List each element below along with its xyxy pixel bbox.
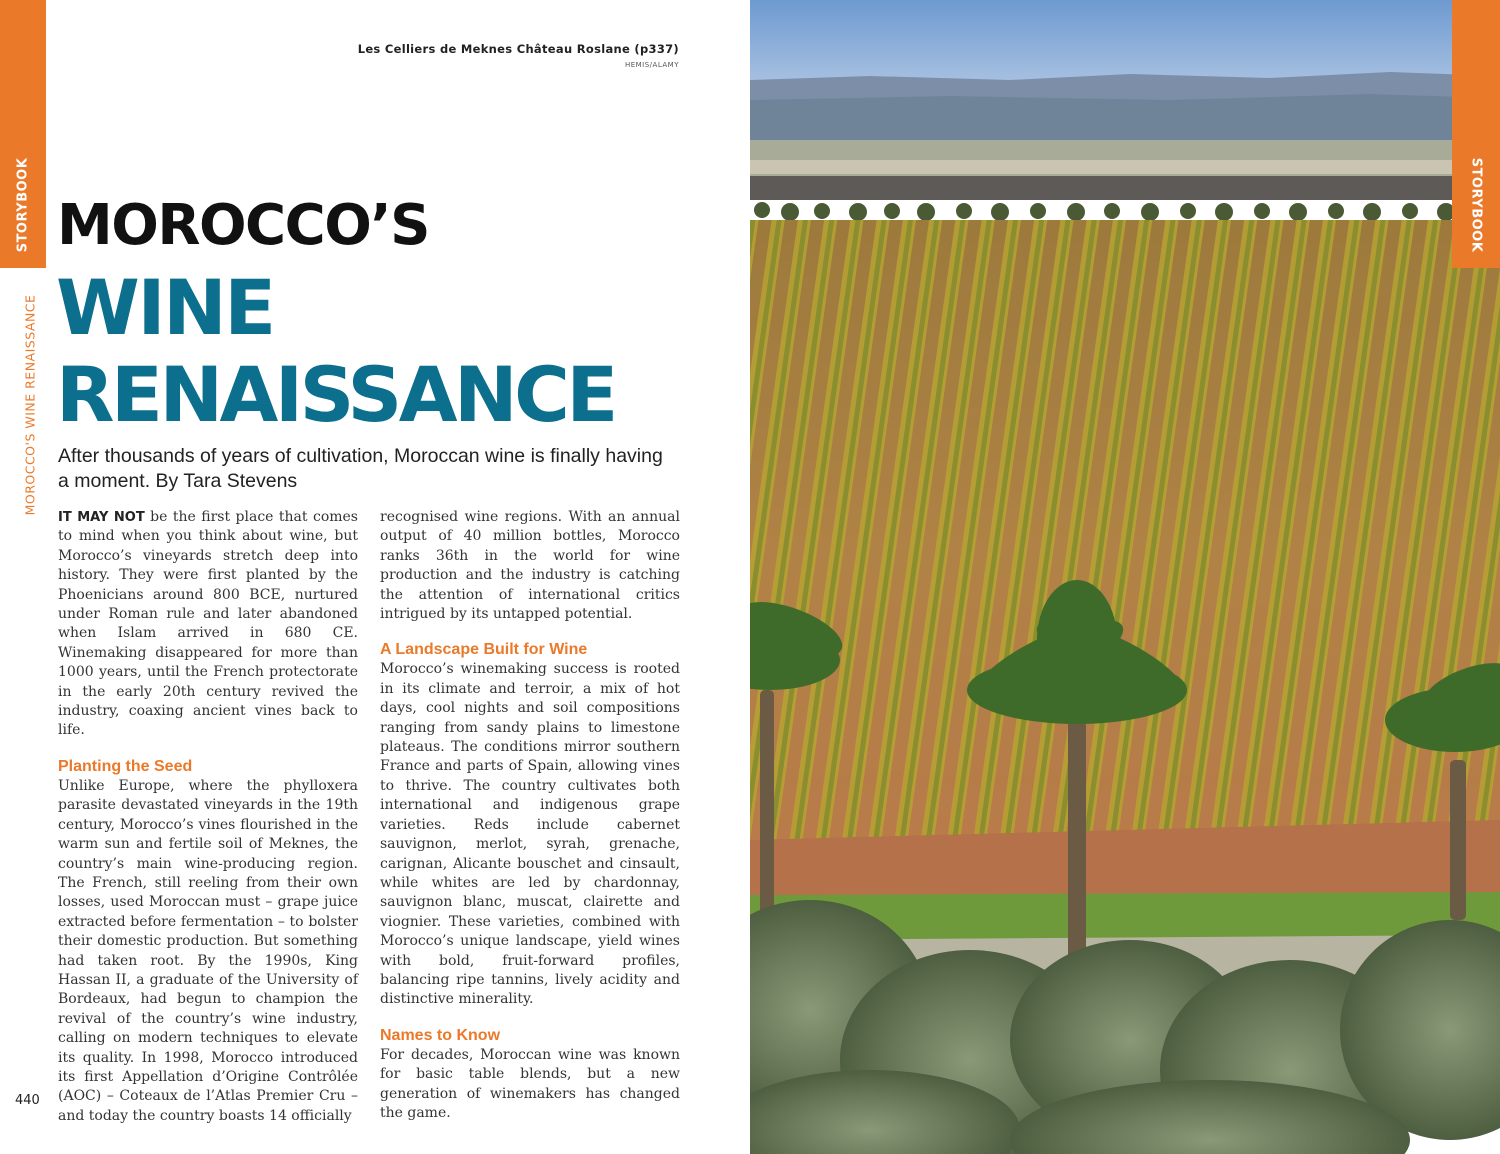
intro-text: be the first place that comes to mind when you think about wine, but Morocco’s vineyards stretch deep into history. They were first planted by the Phoenicians around 800 BCE, nurtured under Roman rule and later abandoned when Islam arrived in 680 CE. Winemaking disappeared for more than 1000 years, until the French protectorate in the early 20th century revived the industry, coaxing ancient vines back to life.: [58, 509, 358, 739]
photo-caption-text: Les Celliers de Meknes Château Roslane (p337): [357, 42, 679, 56]
text-column-2: [380, 508, 680, 1123]
text-column-1: [58, 508, 358, 1126]
photo-caption: [358, 42, 679, 69]
subhead-names-to-know: Names to Know: [380, 1026, 501, 1044]
body-paragraph-continued: recognised wine regions. With an annual output of 40 million bottles, Morocco ranks 36th in the world for wine production and the industry is catching the attention of international critics intrigued by its untapped potential.: [380, 509, 680, 623]
lead-in: IT MAY NOT: [58, 510, 145, 525]
subhead-planting-the-seed: Planting the Seed: [58, 757, 193, 775]
intro-paragraph: [58, 508, 358, 741]
body-paragraph: For decades, Moroccan wine was known for basic table blends, but a new generation of winemakers has changed the game.: [380, 1046, 680, 1121]
section-tab-right: [1452, 0, 1500, 268]
subhead-landscape-built-for-wine: A Landscape Built for Wine: [380, 641, 588, 659]
photo-credit: HEMIS/ALAMY: [624, 61, 679, 69]
vineyard-photo: [750, 0, 1500, 1154]
body-paragraph: Unlike Europe, where the phylloxera parasite devastated vineyards in the 19th century, Morocco’s vines flourished in the warm sun and fertile soil of Meknes, the country’s main wine-producing region. The French, still reeling from their own losses, used Moroccan must – grape juice extracted before fermentation – to bolster their domestic production. But something had taken root. By the 1990s, King Hassan II, a graduate of the University of Bordeaux, had begun to champion the revival of the country’s wine industry, calling on modern techniques to elevate its quality. In 1998, Morocco introduced its first Appellation d’Origine Contrôlée (AOC) – Coteaux de l’Atlas Premier Cru – and today the country boasts 14 officially: [58, 777, 358, 1124]
title-line-1: MOROCCO’S: [57, 193, 429, 258]
page-number: 440: [15, 1093, 40, 1108]
title-line-2: WINE: [56, 263, 274, 352]
body-paragraph: Morocco’s winemaking success is rooted in its climate and terroir, a mix of hot days, cool nights and soil compositions ranging from sandy plains to limestone plateaus. The conditions mirror southern France and parts of Spain, allowing vines to thrive. The country cultivates both international and indigenous grape varieties. Reds include cabernet sauvignon, merlot, syrah, grenache, carignan, Alicante bouschet and cinsault, while whites are led by chardonnay, sauvignon blanc, muscat, clairette and viognier. These varieties, combined with Morocco’s unique landscape, yield wines with bold, fruit-forward profiles, balancing ripe tannins, lively acidity and distinctive minerality.: [380, 661, 680, 1008]
title-line-3: RENAISSANCE: [56, 350, 615, 439]
section-tab-label: STORYBOOK: [15, 157, 31, 253]
section-tab-left: [0, 0, 46, 268]
standfirst: After thousands of years of cultivation, Moroccan wine is finally having a moment. By Tara Stevens: [58, 445, 663, 492]
running-head: MOROCCO'S WINE RENAISSANCE: [22, 294, 38, 516]
section-tab-label: STORYBOOK: [1468, 157, 1484, 253]
vineyard-illustration: [750, 0, 1500, 1154]
